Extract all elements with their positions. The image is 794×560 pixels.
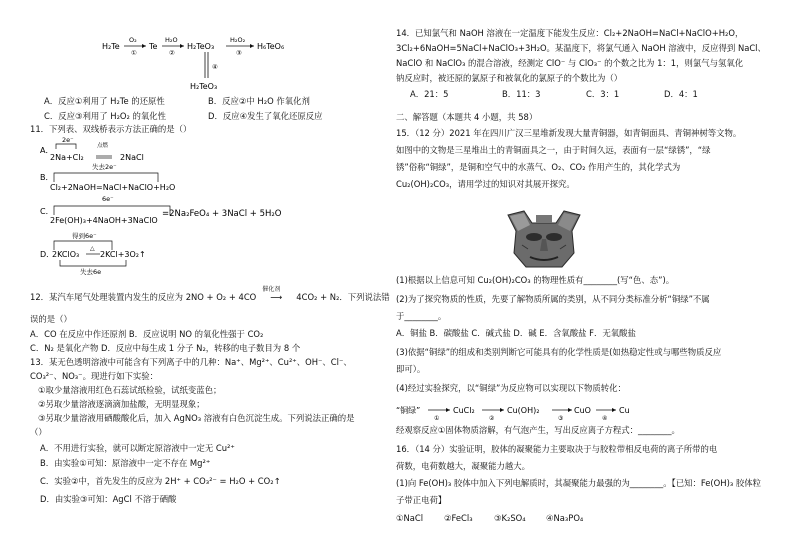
species-h2te: H₂Te bbox=[102, 42, 120, 51]
q15-part-4: (4)经过实验探究，以“铜绿”为反应物可以实现以下物质转化： bbox=[396, 383, 626, 393]
q14-option-a[interactable]: A．21：5 bbox=[410, 89, 449, 99]
q13-experiment-3: ③另取少量溶液用硒酸酸化后，加入 AgNO₃ 溶液有白色沉淀生成。下列说法正确的是 bbox=[38, 413, 355, 423]
q11-c-right: =2Na₂FeO₄ + 3NaCl + 5H₂O bbox=[162, 209, 282, 219]
species-h6teo6: H₆TeO₆ bbox=[257, 42, 285, 51]
q16-option-1[interactable]: ①NaCl bbox=[396, 513, 424, 523]
q16-option-4[interactable]: ④Na₃PO₄ bbox=[546, 513, 584, 523]
q15-part-1: (1)根据以上信息可知 Cu₂(OH)₂CO₃ 的物理性质有________(写“色、态”)。 bbox=[396, 275, 675, 285]
q14-option-d[interactable]: D．4：1 bbox=[664, 89, 698, 99]
q10-option-d[interactable]: D．反应④发生了氧化还原反应 bbox=[208, 111, 323, 121]
q15-line-1: 15．（12 分）2021 年在四川广汉三星堆新发现大量青铜器，如青铜面具、青铜神树等文物。 bbox=[396, 128, 742, 138]
q11-a-condition: 点燃 bbox=[97, 143, 109, 149]
q11-d-bottom: 失去6e bbox=[80, 268, 102, 276]
conversion-chain bbox=[396, 398, 656, 422]
arrow3-reagent: H₂O₂ bbox=[230, 36, 246, 44]
q12-stem-a: 12．某汽车尾气处理装置内发生的反应为 2NO + O₂ + 4CO 催化剂 ⟶ 4CO₂ + N₂．下列说法错 bbox=[30, 291, 390, 304]
chain-step-3: ③ bbox=[558, 415, 564, 422]
q11-d-left: 2KClO₃ bbox=[52, 250, 80, 259]
chain-cucl2: CuCl₂ bbox=[453, 406, 475, 415]
q13-experiment-2: ②另取少量溶液逐滴滴加盐酸，无明显现象； bbox=[38, 399, 205, 409]
tellurium-reaction-diagram bbox=[102, 32, 322, 94]
q12-options-cd[interactable]: C．N₂ 是氧化产物 D．反应中每生成 1 分子 N₂，转移的电子数目为 8 个 bbox=[30, 343, 301, 353]
q14-line-4: 钠反应时，被还原的氯原子和被氧化的氯原子的个数比为（） bbox=[396, 73, 623, 83]
q13-option-a[interactable]: A．不用进行实验，就可以断定原溶液中一定无 Cu²⁺ bbox=[40, 443, 235, 453]
q11-d-condition: △ bbox=[90, 245, 95, 252]
arrow3-step: ③ bbox=[236, 49, 242, 57]
arrow1-reagent: O₂ bbox=[129, 36, 137, 44]
arrow2-reagent: H₂O bbox=[165, 36, 178, 44]
q10-option-c[interactable]: C．反应③利用了 H₂O₂ 的氧化性 bbox=[44, 111, 167, 121]
q11-d-label: D． bbox=[40, 250, 55, 259]
q13-paren: （） bbox=[30, 427, 47, 437]
q11-c-label: C． bbox=[40, 207, 54, 216]
q15-part-2a: (2)为了探究物质的性质，先要了解物质所属的类别，从不同分类标准分析“铜绿”不属 bbox=[396, 294, 710, 304]
chain-step-4: ④ bbox=[602, 415, 608, 422]
q12-catalyst: 催化剂 bbox=[262, 286, 281, 293]
q15-part-5: 经观察反应①固体物质溶解，有气泡产生，写出反应离子方程式：________。 bbox=[396, 425, 680, 435]
q16-line-1: 16．（14 分）实验证明，胶体的凝聚能力主要取决于与胶粒带相反电荷的离子所带的电 bbox=[396, 444, 718, 454]
q11-a-label: A． bbox=[40, 146, 54, 155]
q11-c-electrons: 6e⁻ bbox=[102, 195, 114, 203]
q16-line-3: (1)向 Fe(OH)₃ 胶体中加入下列电解质时，其凝聚能力最强的为________。【已知：Fe(OH)₃ 胶体粒 bbox=[396, 478, 761, 488]
q11-c-left: 2Fe(OH)₃+4NaOH+3NaClO bbox=[50, 216, 158, 225]
q13-option-b[interactable]: B．由实验①可知：原溶液中一定不存在 Mg²⁺ bbox=[40, 458, 211, 468]
q16-option-2[interactable]: ②FeCl₃ bbox=[444, 513, 473, 523]
bronze-mask-image bbox=[502, 201, 586, 271]
chain-cuoh2: Cu(OH)₂ bbox=[507, 406, 540, 415]
chain-copper-green: “铜绿” bbox=[396, 406, 421, 415]
q10-option-a[interactable]: A．反应①利用了 H₂Te 的还原性 bbox=[44, 96, 165, 106]
chain-step-1: ① bbox=[434, 415, 440, 422]
arrow2-step: ② bbox=[169, 49, 175, 57]
q15-part-2b: 于________。 bbox=[396, 311, 447, 321]
species-te: Te bbox=[149, 42, 158, 51]
chain-cuo: CuO bbox=[574, 406, 591, 415]
q14-line-2: 3Cl₂+6NaOH=5NaCl+NaClO₃+3H₂O。某温度下，将氯气通入 NaOH 溶液中，反应得到 NaCl、 bbox=[396, 43, 766, 53]
q11-b-equation: Cl₂+2NaOH=NaCl+NaClO+H₂O bbox=[50, 183, 176, 191]
chain-cu: Cu bbox=[619, 406, 630, 415]
section-2-title: 二、解答题（本题共 4 小题，共 58） bbox=[396, 112, 538, 122]
chain-step-2: ② bbox=[489, 415, 495, 422]
q11-b-label: B． bbox=[40, 173, 54, 182]
q11-stem: 11．下列表、双线桥表示方法正确的是（） bbox=[30, 124, 192, 134]
q15-part-3b: 即可）。 bbox=[396, 364, 426, 374]
species-h2teo3: H₂TeO₃ bbox=[187, 42, 215, 51]
q15-part-3: (3)依据“铜绿”的组成和类别判断它可能具有的化学性质是(如热稳定性或与哪些物质反应 bbox=[396, 347, 722, 357]
species-h2teo3-bottom: H₂TeO₃ bbox=[190, 82, 218, 91]
q15-part-2-options[interactable]: A．铜盐 B．碳酸盐 C．碱式盐 D．碱 E．含氧酸盐 F．无氧酸盐 bbox=[396, 328, 636, 338]
q12-stem-c: 误的是（） bbox=[30, 314, 72, 324]
q13-experiment-1: ①取少量溶液用红色石蕊试纸检验，试纸变蓝色； bbox=[38, 385, 222, 395]
q14-option-b[interactable]: B．11：3 bbox=[502, 89, 541, 99]
q11-a-electrons: 2e⁻ bbox=[62, 136, 74, 144]
q15-line-2: 如图中的文物是三星堆出土的青铜面具之一，由于时间久远，表面有一层“绿锈”，“绿 bbox=[396, 145, 711, 155]
q16-option-3[interactable]: ③K₂SO₄ bbox=[494, 513, 526, 523]
q11-d-top: 得到6e⁻ bbox=[72, 232, 97, 240]
q15-line-3: 锈”俗称“铜绿”，是铜和空气中的水蒸气、O₂、CO₂ 作用产生的，其化学式为 bbox=[396, 162, 681, 172]
q11-option-a[interactable] bbox=[40, 136, 240, 164]
q11-option-c[interactable] bbox=[40, 195, 340, 225]
q12-options-ab[interactable]: A．CO 在反应中作还原剂 B．反应说明 NO 的氧化性强于 CO₂ bbox=[30, 329, 264, 339]
q14-option-c[interactable]: C．3：1 bbox=[586, 89, 620, 99]
q11-a-right: 2NaCl bbox=[120, 153, 144, 162]
q11-b-electrons: 失去2e⁻ bbox=[92, 163, 117, 171]
q13-stem-b: CO₃²⁻、NO₃⁻。现进行如下实验： bbox=[30, 371, 158, 381]
arrow1-step: ① bbox=[131, 49, 137, 57]
q11-d-right: 2KCl+3O₂↑ bbox=[100, 250, 146, 259]
q14-line-3: NaClO 和 NaClO₃ 的混合溶液，经测定 ClO⁻ 与 ClO₃⁻ 的个数之比为 1：1，则氯气与氢氧化 bbox=[396, 58, 744, 68]
down-step: ④ bbox=[212, 63, 218, 71]
q11-option-b[interactable] bbox=[40, 163, 240, 191]
q16-line-4: 子带正电荷】 bbox=[396, 495, 447, 505]
q13-option-d[interactable]: D．由实验③可知：AgCl 不溶于硒酸 bbox=[40, 494, 177, 504]
q16-line-2: 荷数，电荷数越大，凝聚能力越大。 bbox=[396, 461, 530, 471]
q14-line-1: 14．已知氯气和 NaOH 溶液在一定温度下能发生反应：Cl₂+2NaOH=NaCl+NaClO+H₂O， bbox=[396, 28, 744, 38]
q11-a-left: 2Na+Cl₂ bbox=[50, 153, 84, 162]
q11-option-d[interactable] bbox=[40, 230, 260, 276]
q10-option-b[interactable]: B．反应②中 H₂O 作氧化剂 bbox=[208, 96, 310, 106]
q15-line-4: Cu₂(OH)₂CO₃，请用学过的知识对其展开探究。 bbox=[396, 179, 575, 189]
q13-stem-a: 13．某无色透明溶液中可能含有下列离子中的几种：Na⁺、Mg²⁺、Cu²⁺、OH⁻、Cl⁻、 bbox=[30, 357, 352, 367]
q13-option-c[interactable]: C．实验②中，首先发生的反应为 2H⁺ + CO₃²⁻ = H₂O + CO₂↑ bbox=[40, 476, 281, 486]
